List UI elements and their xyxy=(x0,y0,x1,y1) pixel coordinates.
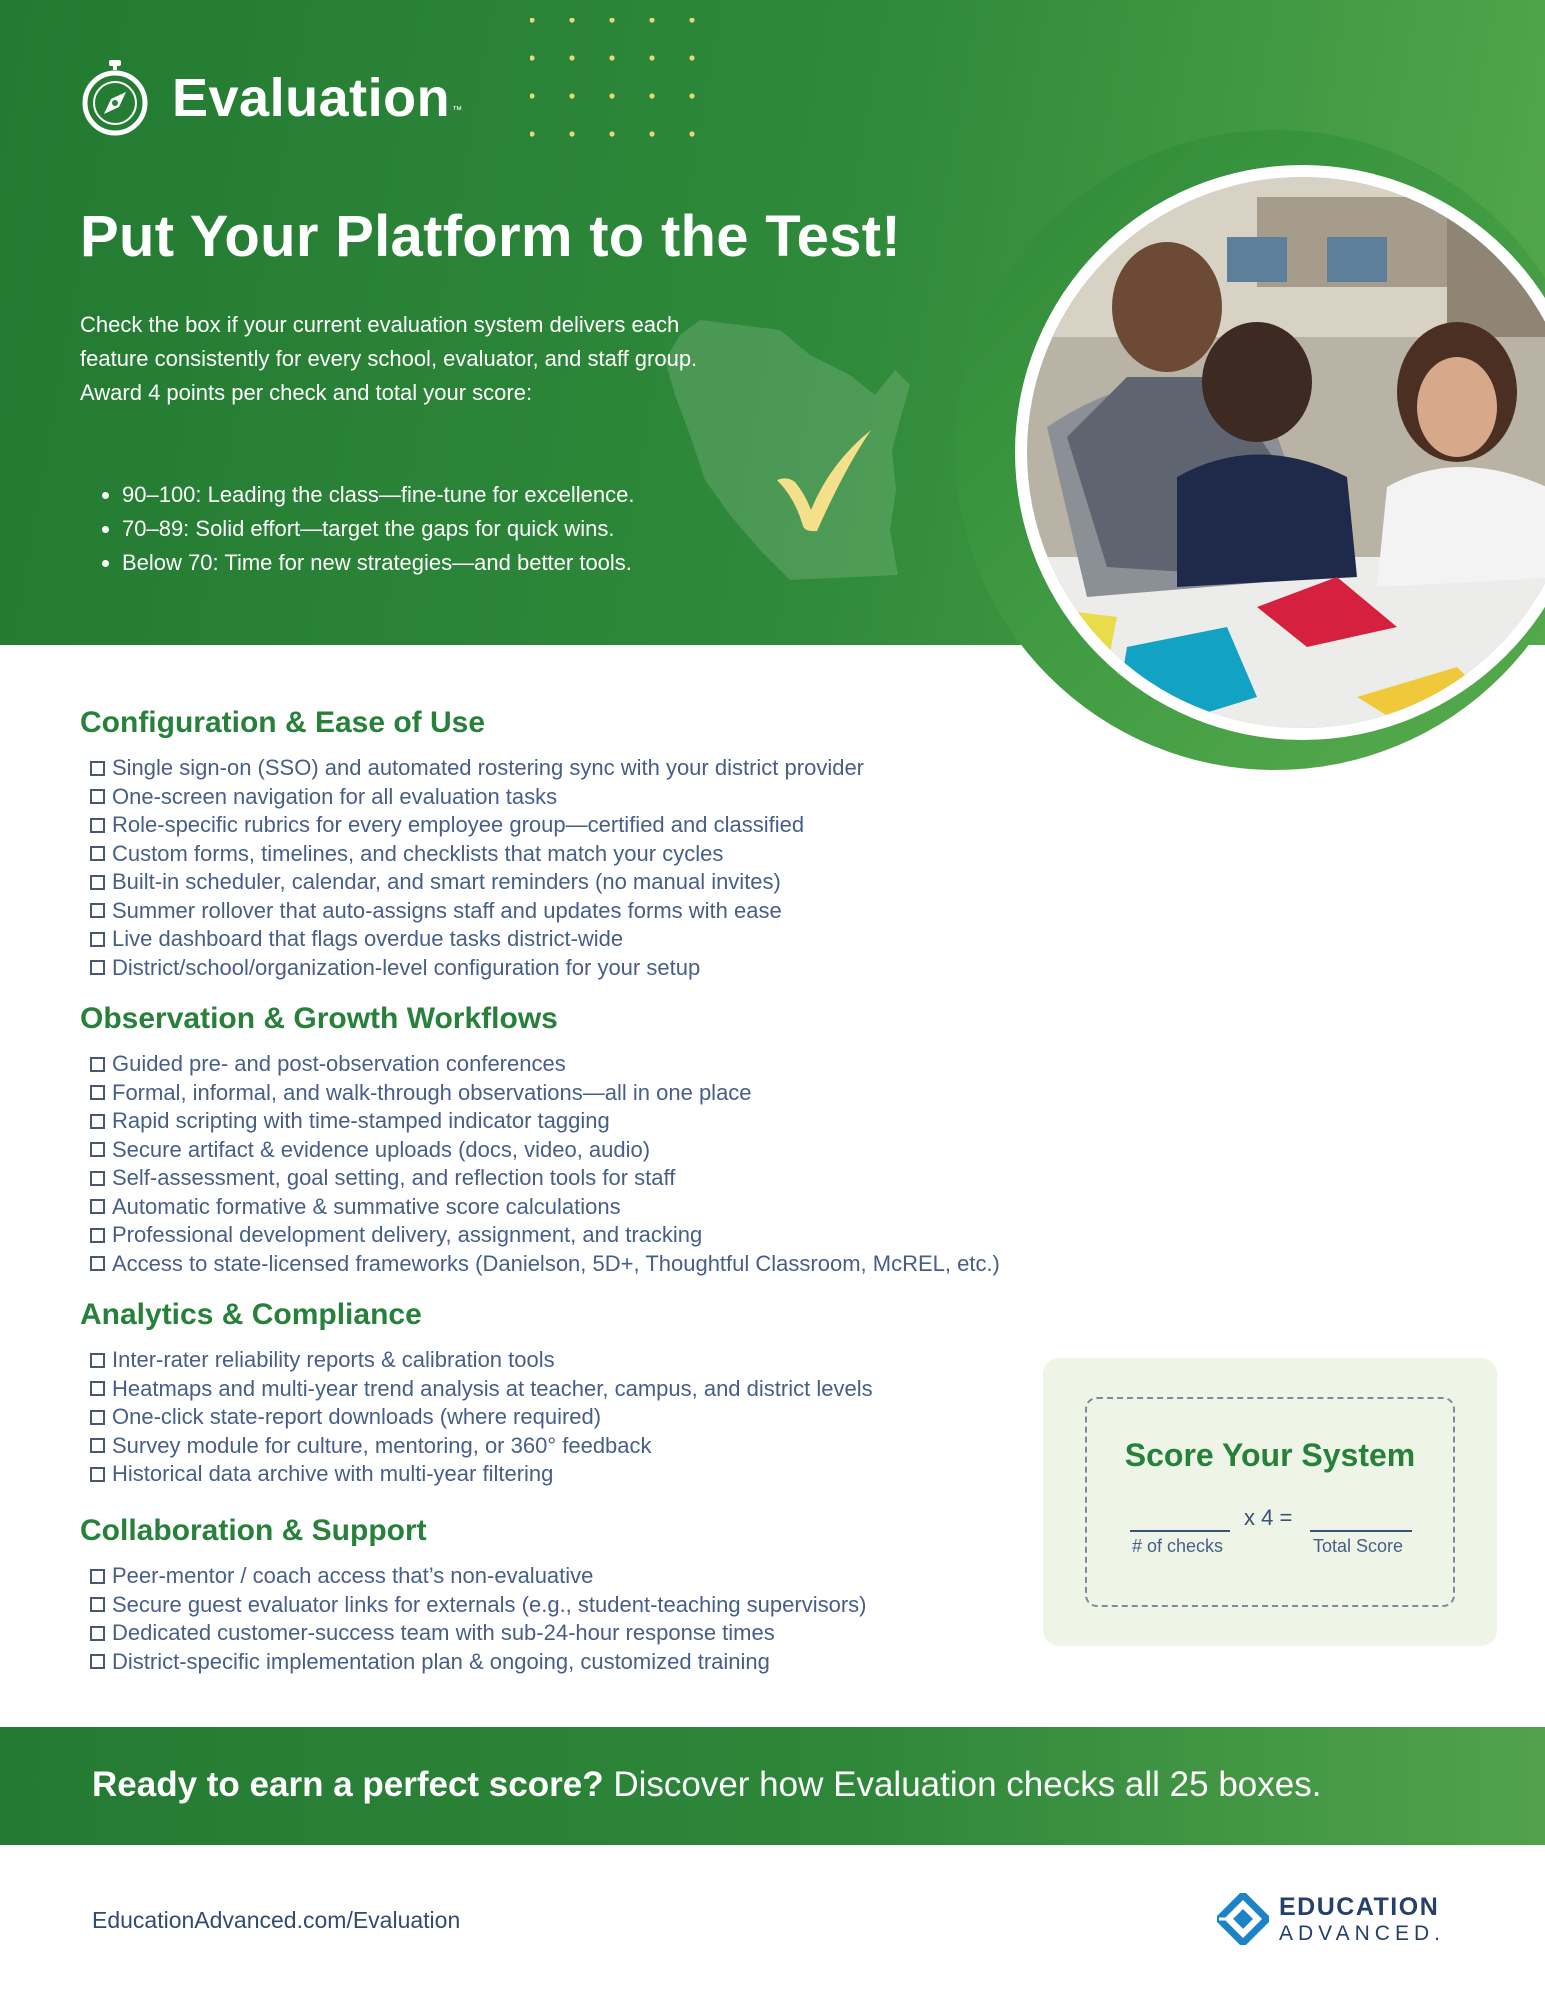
checkbox-icon[interactable] xyxy=(90,1467,105,1482)
checkbox-icon[interactable] xyxy=(90,846,105,861)
checks-label: # of checks xyxy=(1132,1536,1224,1556)
checklist-item[interactable] xyxy=(90,1164,1000,1193)
checklist-item-label: Heatmaps and multi-year trend analysis at teacher, campus, and district levels xyxy=(112,1375,873,1401)
checklist xyxy=(80,1562,867,1676)
checkbox-icon[interactable] xyxy=(90,1569,105,1584)
checkbox-icon[interactable] xyxy=(90,1057,105,1072)
checklist-item[interactable] xyxy=(90,783,864,812)
checklist xyxy=(80,754,864,982)
checklist-item[interactable] xyxy=(90,754,864,783)
checkbox-icon[interactable] xyxy=(90,1597,105,1612)
checkbox-icon[interactable] xyxy=(90,960,105,975)
checkbox-icon[interactable] xyxy=(90,903,105,918)
checkbox-icon[interactable] xyxy=(90,1353,105,1368)
checklist-item[interactable] xyxy=(90,1432,873,1461)
checklist xyxy=(80,1050,1000,1278)
education-advanced-logo-icon xyxy=(1217,1893,1269,1945)
checklist-item[interactable] xyxy=(90,1648,867,1677)
score-card-title: Score Your System xyxy=(1124,1437,1416,1473)
checklist-item-label: Built-in scheduler, calendar, and smart reminders (no manual invites) xyxy=(112,869,781,894)
checklist-item-label: District/school/organization-level configuration for your setup xyxy=(112,954,701,980)
total-blank-line[interactable] xyxy=(1310,1530,1412,1532)
checklist-item-label: Single sign-on (SSO) and automated rostering sync with your district provider xyxy=(112,755,865,780)
multiplier-text: x 4 = xyxy=(1244,1505,1293,1530)
evaluation-logo xyxy=(80,60,462,136)
checklist-item[interactable] xyxy=(90,1562,867,1591)
product-name: Evaluation xyxy=(172,68,451,128)
score-range-item: • Below 70: Time for new strategies—and better tools. xyxy=(122,546,634,580)
score-range-list xyxy=(96,478,634,580)
section-title: Analytics & Compliance xyxy=(80,1298,422,1331)
checklist-item-label: Rapid scripting with time-stamped indicator tagging xyxy=(112,1108,610,1133)
checkbox-icon[interactable] xyxy=(90,1626,105,1641)
checklist-item-label: Historical data archive with multi-year filtering xyxy=(112,1461,554,1486)
checklist-item-label: Access to state-licensed frameworks (Danielson, 5D+, Thoughtful Classroom, McREL, etc.) xyxy=(112,1250,1000,1276)
checklist-item-label: Dedicated customer-success team with sub-24-hour response times xyxy=(112,1620,775,1645)
section-title: Configuration & Ease of Use xyxy=(80,706,486,739)
checkbox-icon[interactable] xyxy=(90,1199,105,1214)
education-advanced-logo xyxy=(1217,1893,1445,1945)
checkbox-icon[interactable] xyxy=(90,1381,105,1396)
checkbox-icon[interactable] xyxy=(90,818,105,833)
checklist-item[interactable] xyxy=(90,1250,1000,1279)
score-range-item: • 70–89: Solid effort—target the gaps for quick wins. xyxy=(122,512,634,546)
checklist-item[interactable] xyxy=(90,1591,867,1620)
score-card-border xyxy=(1085,1397,1455,1607)
checklist xyxy=(80,1346,873,1489)
checkbox-icon[interactable] xyxy=(90,1228,105,1243)
checklist-item-label: Automatic formative & summative score calculations xyxy=(112,1193,621,1219)
checkbox-icon[interactable] xyxy=(90,1142,105,1157)
checklist-item-label: District-specific implementation plan & ongoing, customized training xyxy=(112,1648,770,1674)
decorative-dots xyxy=(530,18,700,143)
checklist-item-label: One-screen navigation for all evaluation tasks xyxy=(112,783,558,809)
checklist-item[interactable] xyxy=(90,1346,873,1375)
checklist-item[interactable] xyxy=(90,840,864,869)
checkbox-icon[interactable] xyxy=(90,1438,105,1453)
cta-bold-text: Ready to earn a perfect score? xyxy=(92,1765,604,1804)
trademark-mark: ™ xyxy=(452,104,463,116)
checklist-item[interactable] xyxy=(90,897,864,926)
checklist-item-label: Professional development delivery, assignment, and tracking xyxy=(112,1222,703,1247)
checkbox-icon[interactable] xyxy=(90,1114,105,1129)
checklist-item[interactable] xyxy=(90,1107,1000,1136)
checklist-item-label: Custom forms, timelines, and checklists that match your cycles xyxy=(112,840,724,866)
checklist-item[interactable] xyxy=(90,1619,867,1648)
checklist-item[interactable] xyxy=(90,868,864,897)
checklist-item-label: Secure artifact & evidence uploads (docs, video, audio) xyxy=(112,1136,651,1162)
checkbox-icon[interactable] xyxy=(90,761,105,776)
section-observation xyxy=(80,1002,1000,1278)
checklist-item[interactable] xyxy=(90,1079,1000,1108)
checklist-item[interactable] xyxy=(90,1193,1000,1222)
cta-text xyxy=(92,1765,1321,1805)
compass-icon xyxy=(80,60,150,136)
checklist-item[interactable] xyxy=(90,925,864,954)
checklist-item-label: One-click state-report downloads (where required) xyxy=(112,1404,602,1429)
checkbox-icon[interactable] xyxy=(90,1171,105,1186)
section-collaboration xyxy=(80,1514,867,1676)
checklist-item-label: Self-assessment, goal setting, and reflection tools for staff xyxy=(112,1165,676,1190)
checkbox-icon[interactable] xyxy=(90,875,105,890)
checklist-item[interactable] xyxy=(90,1403,873,1432)
checkmark-icon xyxy=(775,428,875,533)
checklist-item-label: Formal, informal, and walk-through observations—all in one place xyxy=(112,1079,752,1105)
checklist-item-label: Summer rollover that auto-assigns staff and updates forms with ease xyxy=(112,897,782,923)
section-title: Observation & Growth Workflows xyxy=(80,1002,558,1035)
checklist-item-label: Peer-mentor / coach access that’s non-evaluative xyxy=(112,1563,594,1588)
checklist-item-label: Survey module for culture, mentoring, or 360° feedback xyxy=(112,1432,652,1458)
checkbox-icon[interactable] xyxy=(90,1410,105,1425)
checklist-item-label: Secure guest evaluator links for externals (e.g., student-teaching supervisors) xyxy=(112,1591,867,1617)
checklist-item-label: Guided pre- and post-observation conferences xyxy=(112,1051,566,1076)
checklist-item-label: Role-specific rubrics for every employee group—certified and classified xyxy=(112,812,805,837)
section-title: Collaboration & Support xyxy=(80,1514,427,1547)
intro-text: Check the box if your current evaluation system delivers each feature consistently for every school, evaluator, and staff group. Award 4 points per check and total your score: xyxy=(80,312,698,405)
checklist-item[interactable] xyxy=(90,1050,1000,1079)
section-analytics xyxy=(80,1298,873,1489)
cta-rest-text: Discover how Evaluation checks all 25 boxes. xyxy=(603,1765,1322,1804)
checks-blank-line[interactable] xyxy=(1130,1530,1230,1532)
checkbox-icon[interactable] xyxy=(90,932,105,947)
checklist-item-label: Inter-rater reliability reports & calibration tools xyxy=(112,1347,555,1372)
checklist-item[interactable] xyxy=(90,1460,873,1489)
website-link[interactable]: EducationAdvanced.com/Evaluation xyxy=(92,1907,461,1933)
checklist-item[interactable] xyxy=(90,1221,1000,1250)
checklist-item-label: Live dashboard that flags overdue tasks district-wide xyxy=(112,926,624,951)
checklist-item[interactable] xyxy=(90,954,864,983)
checklist-item[interactable] xyxy=(90,811,864,840)
section-configuration xyxy=(80,706,864,982)
checklist-item[interactable] xyxy=(90,1136,1000,1165)
company-name-line2: ADVANCED. xyxy=(1279,1921,1445,1945)
checkbox-icon[interactable] xyxy=(90,1256,105,1271)
checkbox-icon[interactable] xyxy=(90,1085,105,1100)
company-name-line1: EDUCATION xyxy=(1279,1892,1440,1921)
checkbox-icon[interactable] xyxy=(90,789,105,804)
page-title: Put Your Platform to the Test! xyxy=(80,204,902,269)
total-label: Total Score xyxy=(1313,1536,1404,1556)
checkbox-icon[interactable] xyxy=(90,1654,105,1669)
score-range-item: • 90–100: Leading the class—fine-tune for excellence. xyxy=(122,478,634,512)
checklist-item[interactable] xyxy=(90,1375,873,1404)
